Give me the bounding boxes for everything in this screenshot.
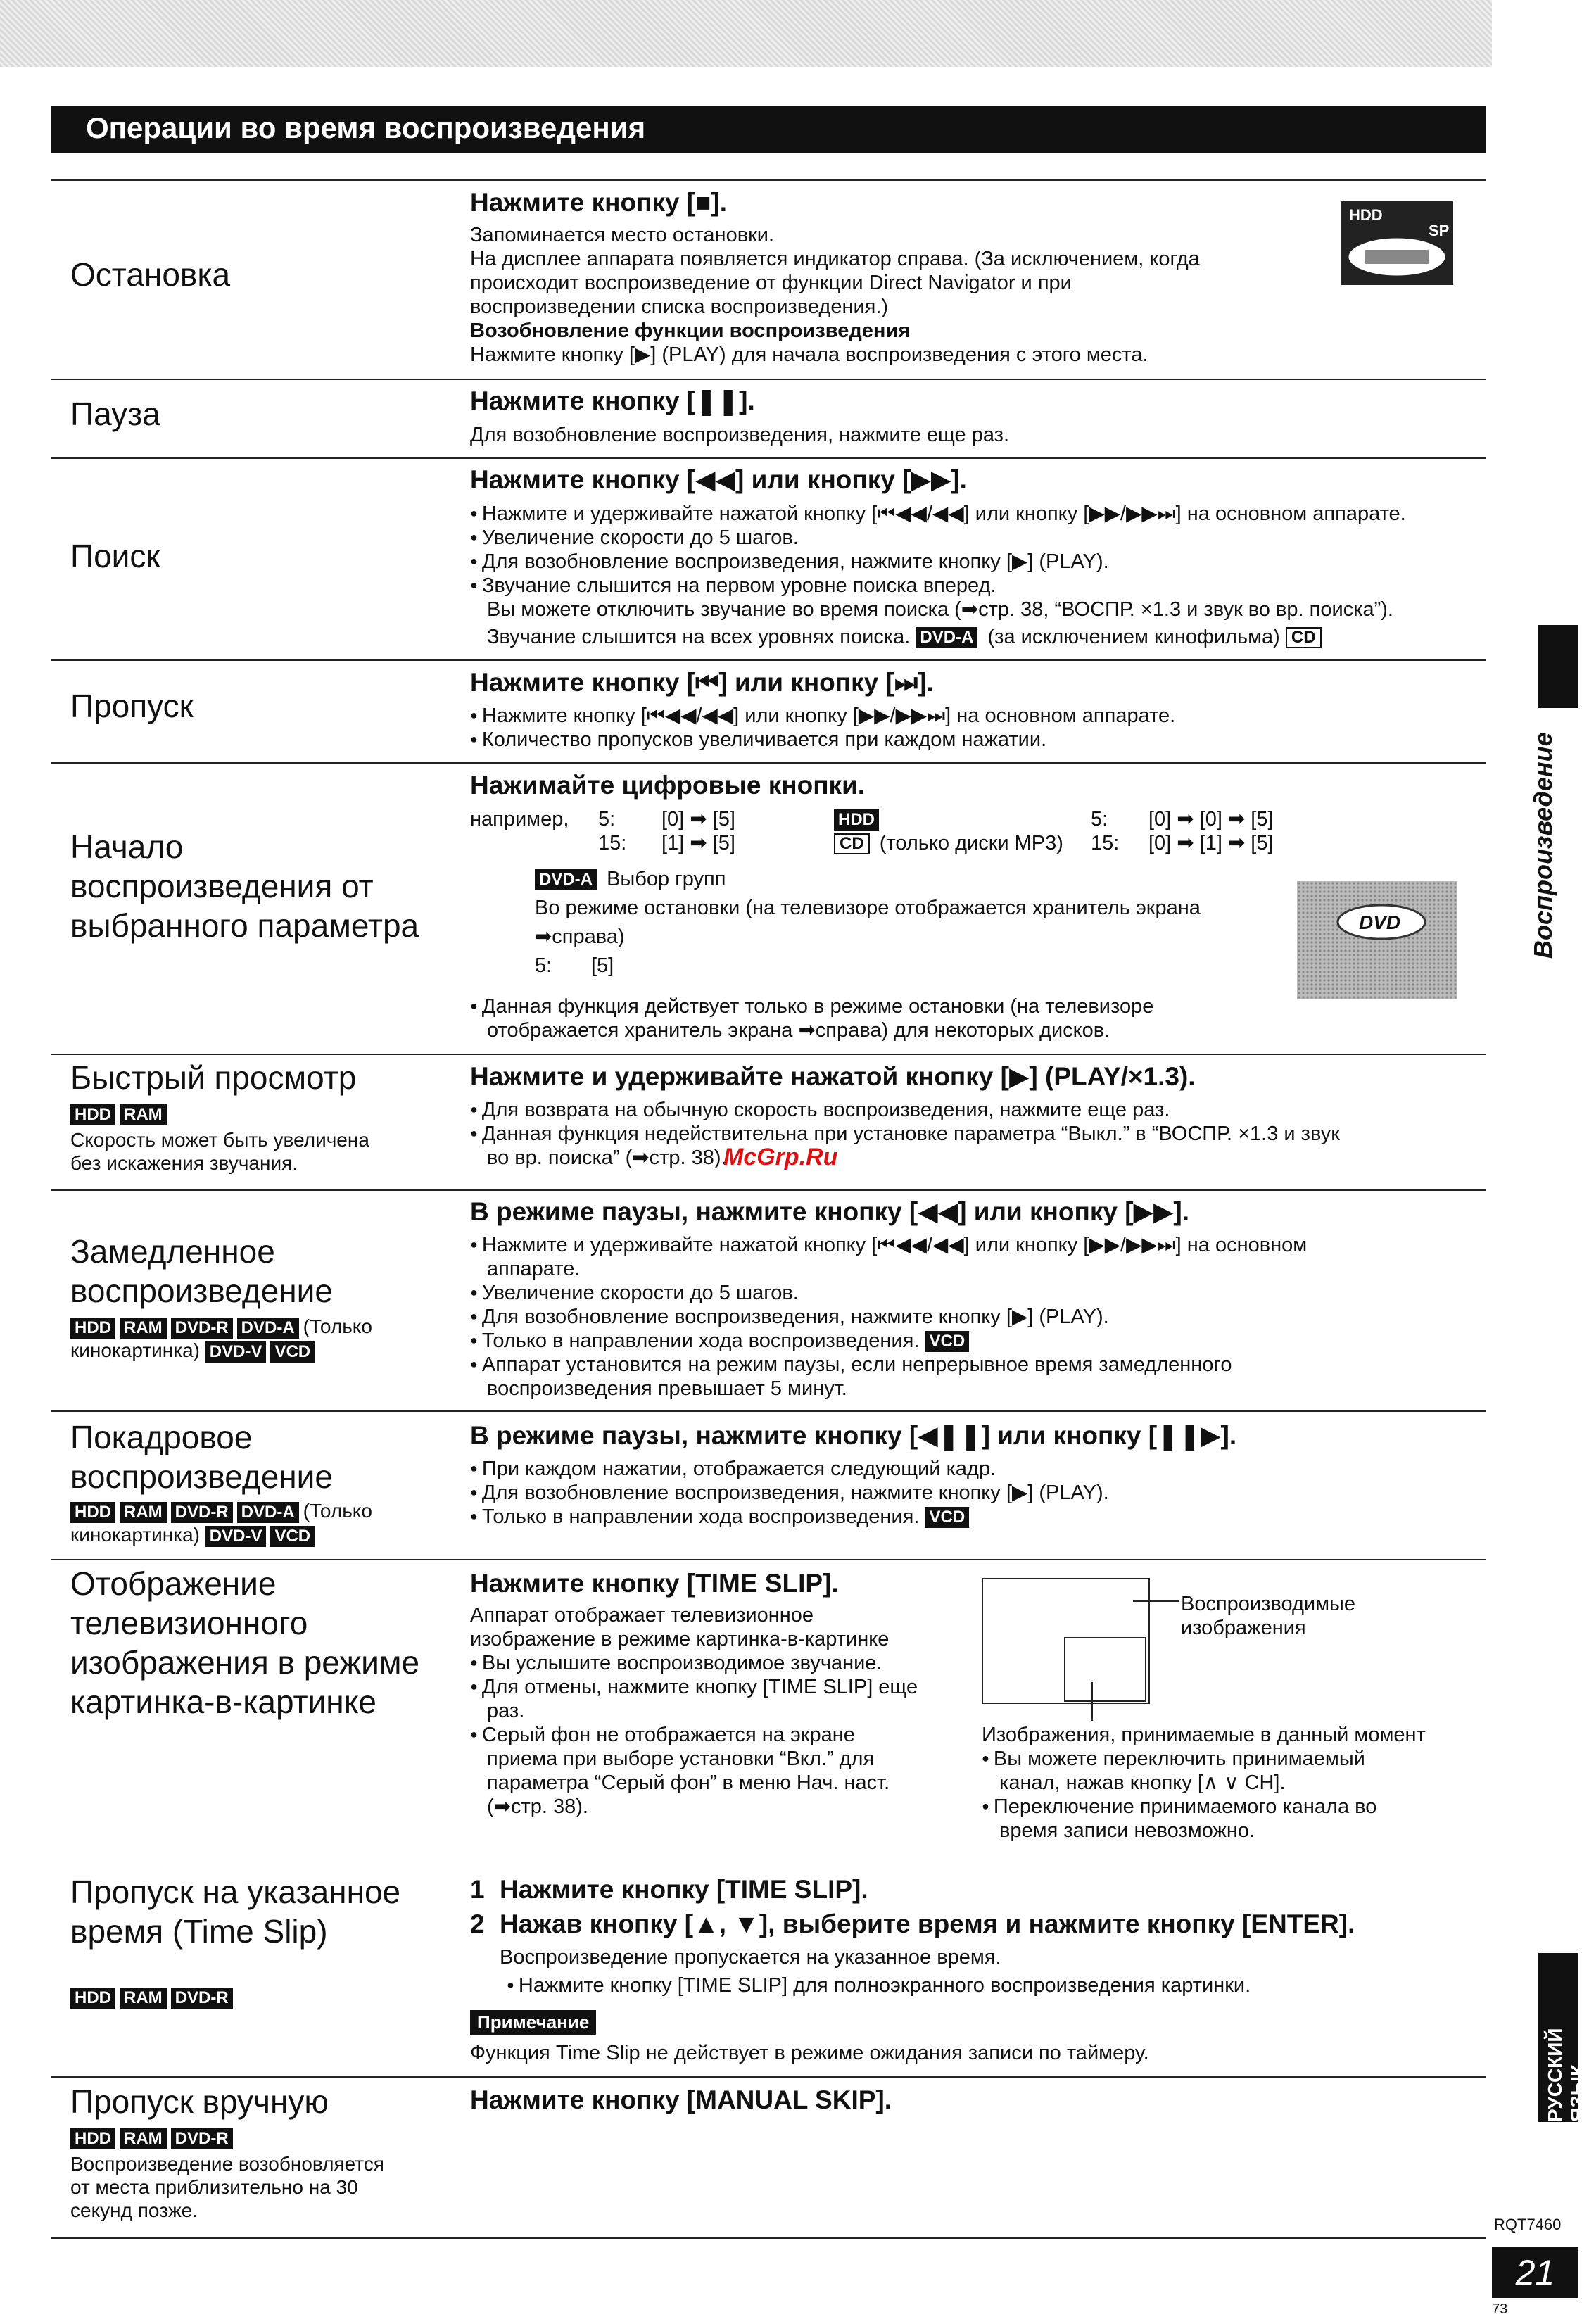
- pip-callout-line: [1091, 1682, 1093, 1721]
- badge-ram: RAM: [120, 1988, 167, 2009]
- note-label: Примечание: [470, 2010, 596, 2035]
- frame-badges-2: [70, 1523, 464, 1547]
- divider-bottom: [51, 2237, 1486, 2239]
- section-label-stop: Остановка: [70, 256, 231, 293]
- divider: [51, 457, 1486, 459]
- badge-hdd: HDD: [70, 1988, 115, 2009]
- quick-text: во вр. поиска” (➡стр. 38).: [487, 1147, 727, 1169]
- search-bullet: ● Нажмите и удерживайте нажатой кнопку [⏮◀◀/◀◀] или кнопку [▶▶/▶▶⏭] на основном аппарате.: [470, 502, 1406, 528]
- timeslip-bullet: ● Нажмите кнопку [TIME SLIP] для полноэкранного воспроизведения картинки.: [507, 1973, 1251, 2000]
- stop-text: Нажмите кнопку [▶] (PLAY) для начала воспроизведения с этого места.: [470, 343, 1148, 366]
- group-select-keys: [5]: [591, 954, 614, 977]
- dvd-logo-text: DVD: [1359, 911, 1401, 933]
- search-text: (за исключением кинофильма): [987, 626, 1280, 648]
- pause-text: Для возобновление воспроизведения, нажмите еще раз.: [470, 424, 1010, 446]
- timeslip-text: Воспроизведение пропускается на указанное время.: [500, 1946, 1001, 1969]
- pip-text: раз.: [487, 1700, 525, 1722]
- badge-cd: CD: [1286, 627, 1322, 648]
- stop-text: воспроизведении списка воспроизведения.): [470, 296, 889, 318]
- quick-note: без искажения звучания.: [70, 1152, 298, 1174]
- numeric-example-value: 15:: [1091, 832, 1120, 854]
- top-halftone-band: [0, 0, 1492, 67]
- stop-text: На дисплее аппарата появляется индикатор справа. (За исключением, когда: [470, 248, 1200, 270]
- frame-bullet: ● При каждом нажатии, отображается следующий кадр.: [470, 1457, 996, 1483]
- search-bullet: ● Увеличение скорости до 5 шагов.: [470, 526, 799, 552]
- section-label-numeric: Начало воспроизведения от выбранного параметра: [70, 828, 419, 944]
- divider: [51, 179, 1486, 181]
- slow-bullet: ● Аппарат установится на режим паузы, если непрерывное время замедленного: [470, 1353, 1232, 1379]
- section-label-frame: Покадровое воспроизведение: [70, 1419, 333, 1495]
- section-label-search: Поиск: [70, 538, 160, 574]
- skip-bullet: ● Количество пропусков увеличивается при каждом нажатии.: [470, 728, 1046, 754]
- quick-heading: Нажмите и удерживайте нажатой кнопку [▶] (PLAY/×1.3).: [470, 1062, 1196, 1091]
- divider: [51, 762, 1486, 764]
- quick-bullet: ● Для возврата на обычную скорость воспроизведения, нажмите еще раз.: [470, 1098, 1170, 1124]
- pip-screen-diagram: [982, 1578, 1150, 1704]
- frame-badges: [70, 1499, 464, 1523]
- slow-text: аппарате.: [487, 1258, 581, 1280]
- timeslip-badges: [70, 1985, 436, 2009]
- badge-ram: RAM: [120, 2128, 167, 2149]
- manual-note: от места приблизительно на 30: [70, 2176, 358, 2198]
- slow-bullet: ● Нажмите и удерживайте нажатой кнопку [⏮◀◀/◀◀] или кнопку [▶▶/▶▶⏭] на основном: [470, 1233, 1307, 1259]
- divider: [51, 1410, 1486, 1412]
- group-select-text: ➡справа): [535, 926, 625, 948]
- badge-ram: RAM: [120, 1318, 167, 1339]
- language-tab-label: РУССКИЙ ЯЗЫК: [1544, 2028, 1588, 2122]
- numeric-example-value: 5:: [598, 808, 616, 831]
- search-text-row: [487, 625, 1326, 649]
- badge-hdd: HDD: [70, 1318, 115, 1339]
- numeric-text: отображается хранитель экрана ➡справа) для некоторых дисков.: [487, 1019, 1110, 1042]
- search-text: Вы можете отключить звучание во время поиска (➡стр. 38, “ВОСПР. ×1.3 и звук во вр. поиска”).: [487, 598, 1393, 621]
- badge-dvdr: DVD-R: [171, 1318, 233, 1339]
- stop-text: Запоминается место остановки.: [470, 224, 775, 246]
- slow-kino-note: кинокартинка): [70, 1339, 201, 1361]
- numeric-example-value: 5:: [1091, 808, 1108, 831]
- skip-bullet: ● Нажмите кнопку [⏮◀◀/◀◀] или кнопку [▶▶/▶▶⏭] на основном аппарате.: [470, 704, 1175, 730]
- section-label-manual: Пропуск вручную: [70, 2083, 329, 2120]
- pause-heading: Нажмите кнопку [❚❚].: [470, 386, 755, 415]
- quick-badges: [70, 1101, 436, 1125]
- pip-bullet: ● Переключение принимаемого канала во: [982, 1795, 1376, 1821]
- divider: [51, 1559, 1486, 1560]
- pip-text: время записи невозможно.: [999, 1819, 1255, 1842]
- numeric-example-keys: [0] ➡ [1] ➡ [5]: [1148, 832, 1274, 854]
- badge-hdd: HDD: [834, 809, 879, 831]
- divider: [51, 659, 1486, 661]
- badge-dvda: DVD-A: [237, 1318, 299, 1339]
- pip-subscreen: [1064, 1637, 1146, 1702]
- numeric-example-label: например,: [470, 808, 569, 831]
- numeric-cd-note: (только диски MP3): [879, 832, 1063, 854]
- group-select-text: Во режиме остановки (на телевизоре отображается хранитель экрана: [535, 897, 1201, 919]
- pip-bullet: ● Серый фон не отображается на экране: [470, 1723, 855, 1749]
- manual-badges: [70, 2126, 436, 2149]
- language-tab: [1538, 1953, 1588, 2122]
- pip-heading: Нажмите кнопку [TIME SLIP].: [470, 1569, 839, 1598]
- stop-text: происходит воспроизведение от функции Direct Navigator и при: [470, 272, 1072, 294]
- numeric-example-keys: [1] ➡ [5]: [661, 832, 735, 854]
- display-hdd-text: HDD: [1349, 206, 1383, 224]
- slow-only-note: (Только: [303, 1315, 372, 1337]
- numeric-hdd-badge-row: [834, 807, 883, 831]
- frame-bullet: ● Только в направлении хода воспроизведения.: [470, 1505, 919, 1528]
- page-number-small: 73: [1492, 2301, 1508, 2317]
- pip-bullet: ● Вы услышите воспроизводимое звучание.: [470, 1651, 882, 1677]
- badge-ram: RAM: [120, 1104, 167, 1125]
- badge-hdd: HDD: [70, 2128, 115, 2149]
- badge-dvda: DVD-A: [916, 627, 977, 648]
- timeslip-step: Нажав кнопку [▲, ▼], выберите время и нажмите кнопку [ENTER].: [500, 1909, 1355, 1938]
- numeric-example-value: 15:: [598, 832, 627, 854]
- badge-hdd: HDD: [70, 1104, 115, 1125]
- search-bullet: ● Для возобновление воспроизведения, нажмите кнопку [▶] (PLAY).: [470, 550, 1109, 576]
- timeslip-note: Функция Time Slip не действует в режиме ожидания записи по таймеру.: [470, 2042, 1149, 2064]
- divider: [51, 1054, 1486, 1055]
- badge-dvda: DVD-A: [237, 1502, 299, 1523]
- search-bullet: ● Звучание слышится на первом уровне поиска вперед.: [470, 574, 996, 600]
- badge-vcd: VCD: [270, 1526, 315, 1547]
- section-tab-marker: [1538, 625, 1578, 708]
- frame-bullet-row: [470, 1505, 973, 1531]
- watermark: McGrp.Ru: [723, 1144, 838, 1170]
- page-title: Операции во время воспроизведения: [86, 111, 646, 144]
- badge-vcd: VCD: [270, 1341, 315, 1363]
- model-code: RQT7460: [1494, 2216, 1562, 2233]
- frame-only-note: (Только: [303, 1500, 372, 1522]
- group-select-value: 5:: [535, 954, 552, 977]
- quick-bullet: ● Данная функция недействительна при установке параметра “Выкл.” в “ВОСПР. ×1.3 и звук: [470, 1122, 1340, 1148]
- pip-text: Аппарат отображает телевизионное: [470, 1604, 814, 1627]
- badge-dvda: DVD-A: [535, 869, 597, 890]
- numeric-bullet: ● Данная функция действует только в режиме остановки (на телевизоре: [470, 994, 1153, 1021]
- quick-note: Скорость может быть увеличена: [70, 1129, 369, 1151]
- badge-dvdv: DVD-V: [205, 1341, 267, 1363]
- manual-note: секунд позже.: [70, 2199, 198, 2221]
- manual-heading: Нажмите кнопку [MANUAL SKIP].: [470, 2085, 892, 2114]
- frame-kino-note: кинокартинка): [70, 1524, 201, 1546]
- badge-dvdr: DVD-R: [171, 1502, 233, 1523]
- section-label-pip: Отображение телевизионного изображения в режиме картинка-в-картинке: [70, 1565, 420, 1720]
- badge-dvdr: DVD-R: [171, 1988, 233, 2009]
- skip-heading: Нажмите кнопку [⏮] или кнопку [⏭].: [470, 668, 934, 697]
- page-number: 21: [1492, 2247, 1578, 2298]
- badge-vcd: VCD: [925, 1331, 969, 1352]
- slow-heading: В режиме паузы, нажмите кнопку [◀◀] или кнопку [▶▶].: [470, 1197, 1190, 1226]
- side-section-label: Воспроизведение: [1528, 732, 1557, 959]
- section-label-pause: Пауза: [70, 396, 160, 432]
- slow-text: воспроизведения превышает 5 минут.: [487, 1377, 847, 1400]
- numeric-example-keys: [0] ➡ [5]: [661, 808, 735, 831]
- slow-bullet: ● Для возобновление воспроизведения, нажмите кнопку [▶] (PLAY).: [470, 1305, 1109, 1331]
- pip-caption: Воспроизводимые: [1181, 1593, 1356, 1615]
- slow-badges: [70, 1315, 464, 1339]
- manual-note: Воспроизведение возобновляется: [70, 2153, 384, 2175]
- group-select-title: Выбор групп: [607, 868, 726, 890]
- pip-text: (➡стр. 38).: [487, 1795, 588, 1818]
- frame-heading: В режиме паузы, нажмите кнопку [◀❚❚] или кнопку [❚❚▶].: [470, 1421, 1237, 1450]
- pip-bullet: ● Вы можете переключить принимаемый: [982, 1747, 1365, 1773]
- badge-vcd: VCD: [925, 1507, 969, 1528]
- section-label-timeslip: Пропуск на указанное время (Time Slip): [70, 1874, 401, 1950]
- numeric-cd-row: [834, 831, 1063, 855]
- page-title-bar: [51, 106, 1486, 153]
- divider: [51, 2076, 1486, 2078]
- slow-badges-2: [70, 1339, 464, 1363]
- divider: [51, 379, 1486, 380]
- badge-hdd: HDD: [70, 1502, 115, 1523]
- search-heading: Нажмите кнопку [◀◀] или кнопку [▶▶].: [470, 465, 967, 494]
- frame-bullet: ● Для возобновление воспроизведения, нажмите кнопку [▶] (PLAY).: [470, 1481, 1109, 1507]
- slow-bullet-row: [470, 1329, 973, 1355]
- search-text: Звучание слышится на всех уровнях поиска.: [487, 626, 911, 648]
- section-label-slow: Замедленное воспроизведение: [70, 1233, 333, 1309]
- badge-dvdv: DVD-V: [205, 1526, 267, 1547]
- slow-bullet: ● Увеличение скорости до 5 шагов.: [470, 1281, 799, 1307]
- pip-bullet: ● Для отмены, нажмите кнопку [TIME SLIP] еще: [470, 1675, 918, 1701]
- note-badge: [470, 2010, 596, 2035]
- pip-text: канал, нажав кнопку [∧ ∨ CH].: [999, 1772, 1286, 1794]
- badge-cd: CD: [834, 833, 870, 854]
- slow-bullet: ● Только в направлении хода воспроизведения.: [470, 1330, 919, 1352]
- badge-ram: RAM: [120, 1502, 167, 1523]
- pip-text: параметра “Серый фон” в меню Нач. наст.: [487, 1772, 890, 1794]
- pip-caption: изображения: [1181, 1617, 1306, 1639]
- section-label-skip: Пропуск: [70, 688, 194, 724]
- numeric-heading: Нажимайте цифровые кнопки.: [470, 771, 866, 800]
- badge-dvdr: DVD-R: [171, 2128, 233, 2149]
- pip-text: приема при выборе установки “Вкл.” для: [487, 1748, 875, 1770]
- timeslip-step-number: 1: [470, 1875, 485, 1904]
- display-sp-text: SP: [1429, 222, 1450, 239]
- stop-heading: Нажмите кнопку [■].: [470, 188, 728, 217]
- timeslip-step-number: 2: [470, 1909, 485, 1938]
- group-select-row: [535, 867, 726, 891]
- display-indicator-image: [1334, 201, 1457, 289]
- numeric-example-keys: [0] ➡ [0] ➡ [5]: [1148, 808, 1274, 831]
- timeslip-step: Нажмите кнопку [TIME SLIP].: [500, 1875, 868, 1904]
- pip-text: изображение в режиме картинка-в-картинке: [470, 1628, 890, 1650]
- pip-callout-line: [1133, 1600, 1179, 1602]
- divider: [51, 1189, 1486, 1191]
- section-label-quick: Быстрый просмотр: [70, 1059, 357, 1096]
- pip-caption: Изображения, принимаемые в данный момент: [982, 1724, 1426, 1746]
- stop-subheading: Возобновление функции воспроизведения: [470, 320, 911, 342]
- dvd-screensaver-image: [1297, 881, 1457, 999]
